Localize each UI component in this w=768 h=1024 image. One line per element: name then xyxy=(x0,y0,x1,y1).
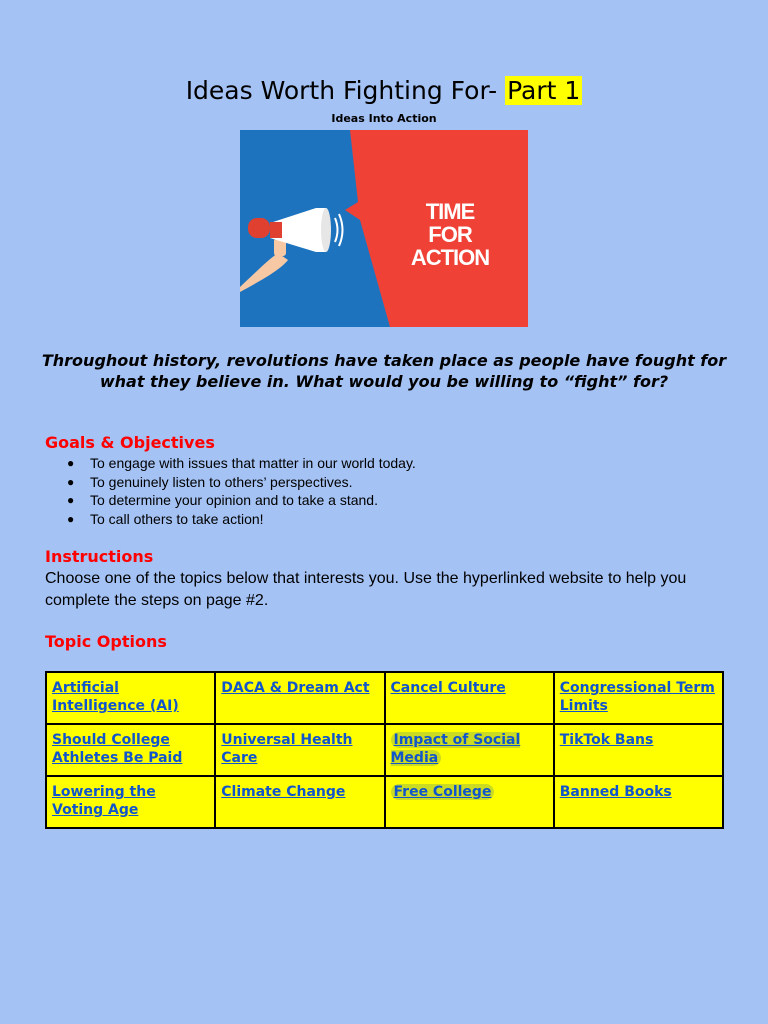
topic-link-voting-age[interactable]: Lowering the Voting Age xyxy=(52,784,156,818)
page-subtitle: Ideas Into Action xyxy=(331,112,437,125)
topic-link-tiktok-bans[interactable]: TikTok Bans xyxy=(559,732,654,748)
instructions-text: Choose one of the topics below that interests you. Use the hyperlinked website to help you complete the steps on page #2. xyxy=(45,570,687,609)
goal-text: To call others to take action! xyxy=(90,510,264,527)
topic-link-social-media[interactable]: Impact of Social Media xyxy=(390,732,521,766)
topic-cell xyxy=(554,672,723,724)
goal-item xyxy=(45,473,416,492)
bullet-icon: ● xyxy=(67,456,75,470)
topic-cell xyxy=(554,724,723,776)
hero-line-action: ACTION xyxy=(410,245,490,270)
topic-cell xyxy=(215,672,384,724)
topic-link-term-limits[interactable]: Congressional Term Limits xyxy=(559,680,715,714)
topic-cell xyxy=(385,724,554,776)
bullet-icon: ● xyxy=(67,511,75,526)
topic-cell xyxy=(46,672,215,724)
bullet-icon: ● xyxy=(67,474,75,489)
topic-link-college-athletes[interactable]: Should College Athletes Be Paid xyxy=(52,732,183,766)
table-row xyxy=(46,672,723,724)
topic-link-banned-books[interactable]: Banned Books xyxy=(559,784,672,800)
topic-link-ai[interactable]: Artificial Intelligence (AI) xyxy=(52,680,179,714)
goal-text: To determine your opinion and to take a stand. xyxy=(90,492,378,508)
topic-link-free-college[interactable]: Free College xyxy=(391,784,495,800)
goal-item xyxy=(45,454,416,473)
page-title xyxy=(0,76,768,105)
topic-cell xyxy=(215,776,384,828)
intro-quote: Throughout history, revolutions have taken place as people have fought for what they believe in. What would you be willing to “fight” for? xyxy=(41,351,727,391)
topic-link-daca[interactable]: DACA & Dream Act xyxy=(221,680,370,696)
topics-table xyxy=(45,671,724,829)
table-row xyxy=(46,776,723,828)
topic-cell xyxy=(385,672,554,724)
topic-cell xyxy=(215,724,384,776)
topic-cell xyxy=(46,724,215,776)
hero-line-time: TIME xyxy=(425,199,475,224)
goals-heading: Goals & Objectives xyxy=(45,433,215,452)
goal-text: To genuinely listen to others’ perspectives. xyxy=(90,473,353,490)
title-prefix: Ideas Worth Fighting For- xyxy=(185,76,506,105)
hero-line-for: FOR xyxy=(428,222,472,247)
title-highlight: Part 1 xyxy=(507,76,581,105)
goal-item xyxy=(45,491,416,510)
goal-item xyxy=(45,510,416,529)
bullet-icon: ● xyxy=(67,493,75,507)
topics-heading: Topic Options xyxy=(45,632,167,651)
topic-link-health-care[interactable]: Universal Health Care xyxy=(221,732,353,766)
instructions-heading: Instructions xyxy=(45,547,154,566)
topic-link-cancel-culture[interactable]: Cancel Culture xyxy=(390,680,506,696)
goal-text: To engage with issues that matter in our world today. xyxy=(90,455,416,471)
goals-list xyxy=(45,454,416,528)
table-row xyxy=(46,724,723,776)
topic-cell xyxy=(46,776,215,828)
topic-link-climate-change[interactable]: Climate Change xyxy=(221,784,346,800)
topic-cell xyxy=(385,776,554,828)
topic-cell xyxy=(554,776,723,828)
hero-caption xyxy=(400,200,500,269)
